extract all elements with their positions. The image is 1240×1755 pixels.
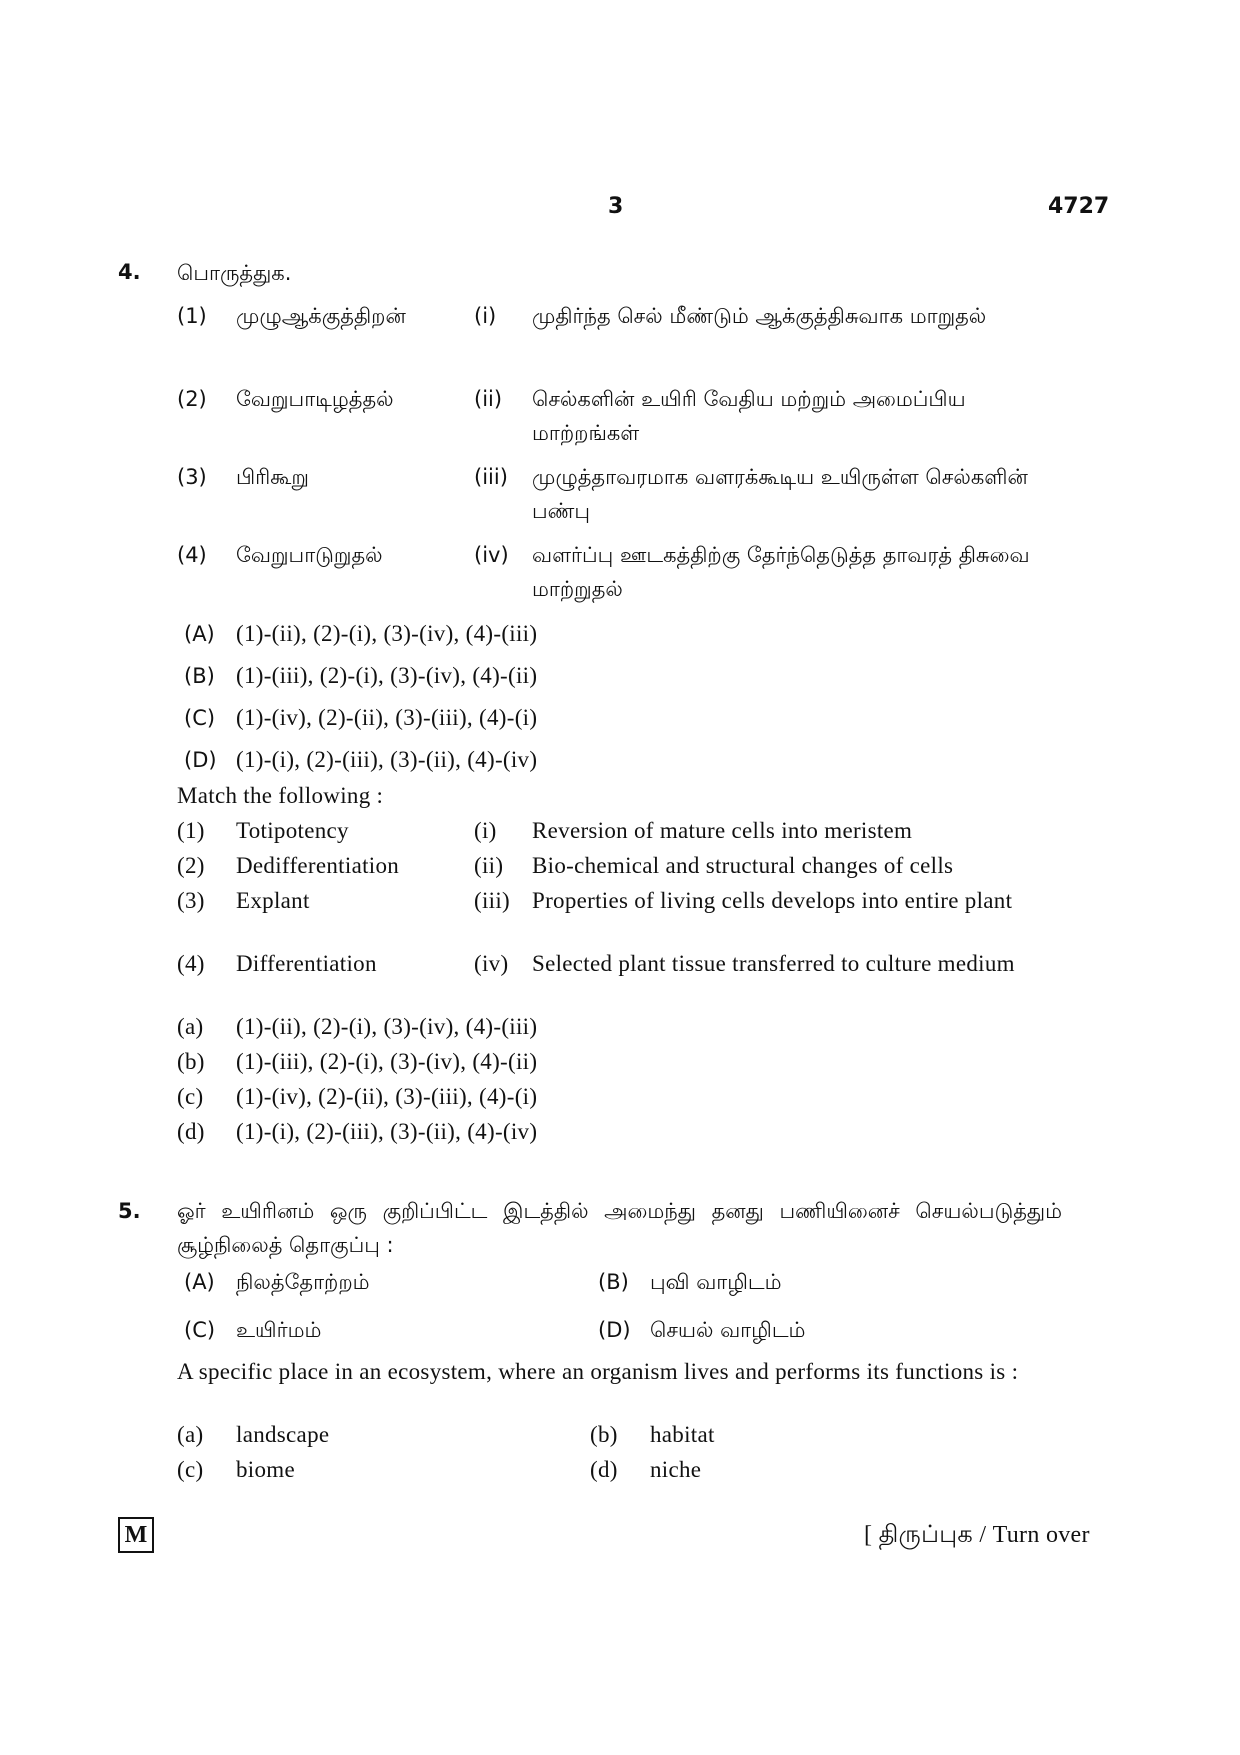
match-description: Selected plant tissue transferred to culture medium — [532, 951, 1015, 976]
option-text[interactable]: (1)-(iv), (2)-(ii), (3)-(iii), (4)-(i) — [236, 705, 538, 730]
roman-number: (ii) — [474, 387, 503, 411]
option-label[interactable]: (C) — [184, 706, 216, 730]
option-text[interactable]: (1)-(i), (2)-(iii), (3)-(ii), (4)-(iv) — [236, 1119, 538, 1144]
match-term: Totipotency — [236, 818, 349, 843]
question-stem-tamil: ஓர் உயிரினம் ஒரு குறிப்பிட்ட இடத்தில் அமைந்து தனது பணியினைச் செயல்படுத்தும் சூழ்நிலைத் தொகுப்பு : — [177, 1199, 1062, 1257]
match-term: பிரிகூறு — [236, 465, 309, 489]
option-label[interactable]: (c) — [177, 1084, 204, 1109]
row-number: (3) — [177, 465, 207, 489]
match-term: Explant — [236, 888, 310, 913]
option-text[interactable]: (1)-(i), (2)-(iii), (3)-(ii), (4)-(iv) — [236, 747, 538, 772]
option-label[interactable]: (D) — [184, 748, 217, 772]
roman-number: (i) — [474, 304, 497, 328]
row-number: (4) — [177, 951, 205, 976]
option-text[interactable]: habitat — [650, 1422, 715, 1447]
match-description: Properties of living cells develops into entire plant — [532, 888, 1013, 913]
question-stem-tamil: பொருத்துக. — [177, 261, 292, 285]
match-description: வளர்ப்பு ஊடகத்திற்கு தேர்ந்தெடுத்த தாவரத் திசுவை மாற்றுதல் — [532, 543, 1030, 601]
match-term: வேறுபாடுறுதல் — [236, 543, 383, 567]
option-label[interactable]: (A) — [184, 622, 215, 646]
match-description: முதிர்ந்த செல் மீண்டும் ஆக்குத்திசுவாக மாறுதல் — [532, 304, 987, 328]
page-number: 3 — [608, 194, 624, 219]
match-description: முழுத்தாவரமாக வளரக்கூடிய உயிருள்ள செல்களின் பண்பு — [532, 465, 1028, 523]
row-number: (3) — [177, 888, 205, 913]
turn-over-label: [ திருப்புக / Turn over — [864, 1522, 1090, 1548]
option-label[interactable]: (C) — [184, 1318, 216, 1342]
question-stem-english: Match the following : — [177, 783, 384, 808]
roman-number: (iii) — [474, 888, 510, 913]
option-text[interactable]: செயல் வாழிடம் — [650, 1318, 806, 1342]
roman-number: (iv) — [474, 951, 509, 976]
option-label[interactable]: (D) — [598, 1318, 631, 1342]
row-number: (2) — [177, 853, 205, 878]
option-text[interactable]: உயிர்மம் — [236, 1318, 322, 1342]
row-number: (1) — [177, 818, 205, 843]
roman-number: (iv) — [474, 543, 509, 567]
match-term: வேறுபாடிழத்தல் — [236, 387, 394, 411]
match-term: Dedifferentiation — [236, 853, 400, 878]
question-number: 5. — [118, 1199, 141, 1223]
match-description: Bio-chemical and structural changes of cells — [532, 853, 954, 878]
option-label[interactable]: (c) — [177, 1457, 204, 1482]
row-number: (1) — [177, 304, 207, 328]
roman-number: (ii) — [474, 853, 504, 878]
question-number: 4. — [118, 260, 141, 284]
option-label[interactable]: (B) — [184, 664, 215, 688]
option-label[interactable]: (a) — [177, 1422, 204, 1447]
match-term: Differentiation — [236, 951, 377, 976]
match-description: Reversion of mature cells into meristem — [532, 818, 913, 843]
match-term: முழுஆக்குத்திறன் — [236, 304, 406, 328]
paper-code: 4727 — [1048, 194, 1110, 219]
roman-number: (iii) — [474, 465, 508, 489]
question-stem-english: A specific place in an ecosystem, where an organism lives and performs its functions is : — [177, 1359, 1019, 1384]
option-text[interactable]: (1)-(ii), (2)-(i), (3)-(iv), (4)-(iii) — [236, 621, 538, 646]
option-text[interactable]: (1)-(iii), (2)-(i), (3)-(iv), (4)-(ii) — [236, 663, 538, 688]
option-text[interactable]: நிலத்தோற்றம் — [236, 1270, 370, 1294]
option-label[interactable]: (a) — [177, 1014, 204, 1039]
option-text[interactable]: niche — [650, 1457, 702, 1482]
row-number: (4) — [177, 543, 207, 567]
option-text[interactable]: landscape — [236, 1422, 330, 1447]
row-number: (2) — [177, 387, 207, 411]
roman-number: (i) — [474, 818, 497, 843]
match-description: செல்களின் உயிரி வேதிய மற்றும் அமைப்பிய மாற்றங்கள் — [532, 387, 966, 445]
option-label[interactable]: (B) — [598, 1270, 629, 1294]
option-label[interactable]: (A) — [184, 1270, 215, 1294]
option-label[interactable]: (d) — [590, 1457, 618, 1482]
option-text[interactable]: (1)-(iv), (2)-(ii), (3)-(iii), (4)-(i) — [236, 1084, 538, 1109]
option-text[interactable]: புவி வாழிடம் — [650, 1270, 782, 1294]
medium-mark: M — [118, 1517, 154, 1553]
option-text[interactable]: (1)-(ii), (2)-(i), (3)-(iv), (4)-(iii) — [236, 1014, 538, 1039]
option-text[interactable]: biome — [236, 1457, 295, 1482]
option-label[interactable]: (b) — [177, 1049, 205, 1074]
option-label[interactable]: (b) — [590, 1422, 618, 1447]
option-text[interactable]: (1)-(iii), (2)-(i), (3)-(iv), (4)-(ii) — [236, 1049, 538, 1074]
option-label[interactable]: (d) — [177, 1119, 205, 1144]
